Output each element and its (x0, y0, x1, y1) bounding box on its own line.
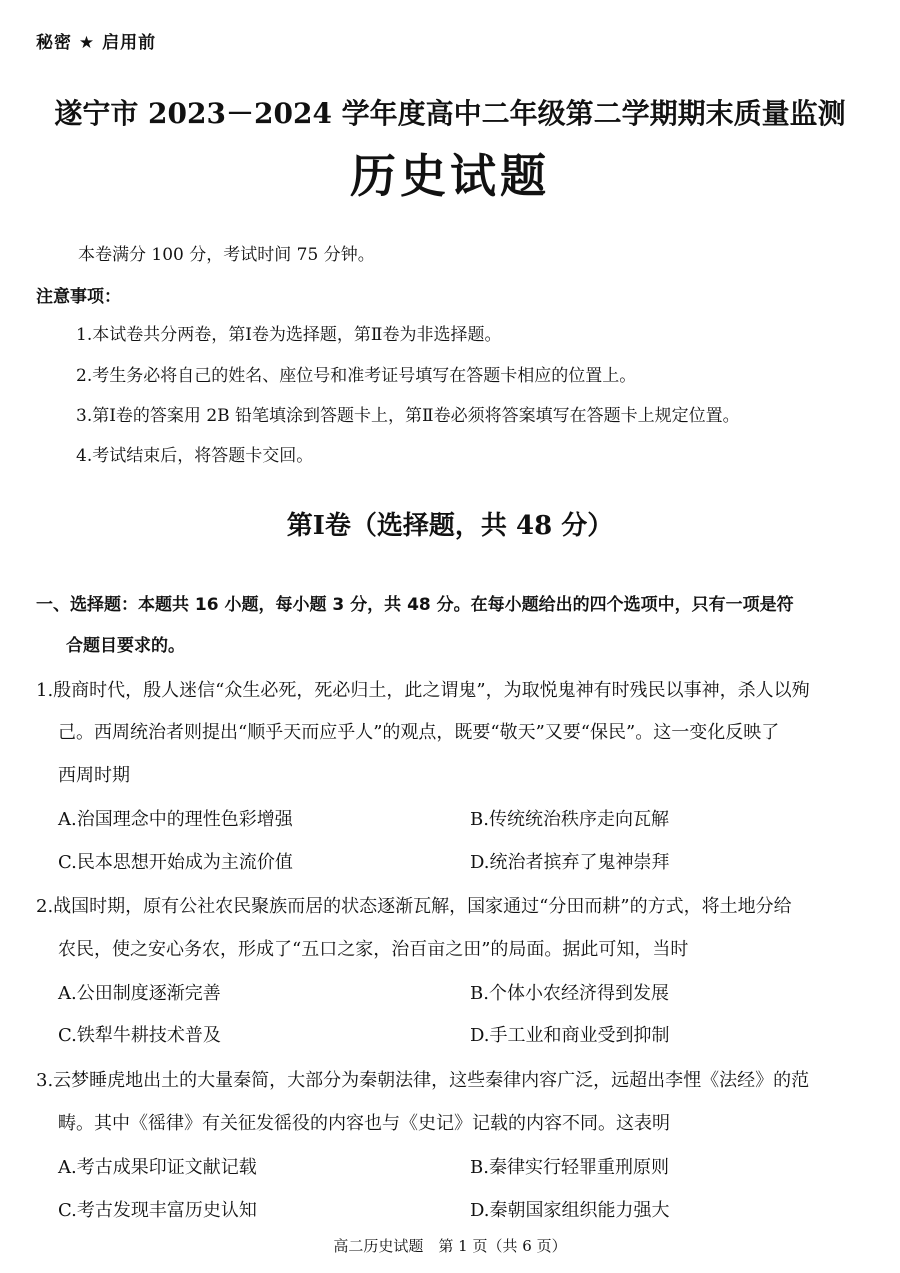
note-item: 1.本试卷共分两卷，第Ⅰ卷为选择题，第Ⅱ卷为非选择题。 (76, 325, 502, 345)
question-1-text: 1.殷商时代，殷人迷信“众生必死，死必归土，此之谓鬼”，为取悦鬼神有时残民以事神，杀人以殉 (36, 680, 810, 701)
question-2-text: 农民，使之安心务农，形成了“五口之家，治百亩之田”的局面。据此可知，当时 (58, 939, 689, 960)
question-2-option-c: C.铁犁牛耕技术普及 (58, 1025, 221, 1046)
page-footer: 高二历史试题 第 1 页（共 6 页） (333, 1237, 567, 1255)
question-1-text: 己。西周统治者则提出“顺乎天而应乎人”的观点，既要“敬天”又要“保民”。这一变化反映了 (58, 722, 780, 743)
exam-intro: 本卷满分 100 分，考试时间 75 分钟。 (78, 245, 375, 265)
question-3-option-a: A.考古成果印证文献记载 (58, 1157, 257, 1178)
question-3-text: 3.云梦睡虎地出土的大量秦简，大部分为秦朝法律，这些秦律内容广泛，远超出李悝《法经》的范 (36, 1070, 810, 1091)
confidential-label: 秘密 ★ 启用前 (36, 33, 157, 53)
subject-title: 历史试题 (350, 149, 550, 203)
section-title: 第Ⅰ卷（选择题，共 48 分） (286, 511, 614, 541)
notes-heading: 注意事项： (36, 287, 121, 307)
question-1-option-b: B.传统统治秩序走向瓦解 (470, 809, 669, 830)
question-2-option-b: B.个体小农经济得到发展 (470, 983, 669, 1004)
note-item: 4.考试结束后，将答题卡交回。 (76, 446, 314, 466)
question-1-option-d: D.统治者摈弃了鬼神崇拜 (470, 852, 670, 873)
exam-title: 遂宁市 2023－2024 学年度高中二年级第二学期期末质量监测 (54, 97, 846, 130)
question-3-option-d: D.秦朝国家组织能力强大 (470, 1200, 670, 1221)
question-2-option-a: A.公田制度逐渐完善 (58, 983, 221, 1004)
question-3-option-c: C.考古发现丰富历史认知 (58, 1200, 257, 1221)
question-3-option-b: B.秦律实行轻罪重刑原则 (470, 1157, 669, 1178)
question-3-text: 畴。其中《徭律》有关征发徭役的内容也与《史记》记载的内容不同。这表明 (58, 1113, 670, 1134)
question-2-text: 2.战国时期，原有公社农民聚族而居的状态逐渐瓦解，国家通过“分田而耕”的方式，将土地分给 (36, 896, 792, 917)
question-1-text: 西周时期 (58, 765, 130, 786)
question-2-option-d: D.手工业和商业受到抑制 (470, 1025, 670, 1046)
note-item: 3.第Ⅰ卷的答案用 2B 铅笔填涂到答题卡上，第Ⅱ卷必须将答案填写在答题卡上规定位置。 (76, 406, 740, 426)
question-1-option-a: A.治国理念中的理性色彩增强 (58, 809, 293, 830)
question-1-option-c: C.民本思想开始成为主流价值 (58, 852, 293, 873)
section-instruction: 合题目要求的。 (66, 636, 185, 656)
section-instruction: 一、选择题：本题共 16 小题，每小题 3 分，共 48 分。在每小题给出的四个选项中，只有一项是符 (36, 595, 794, 615)
note-item: 2.考生务必将自己的姓名、座位号和准考证号填写在答题卡相应的位置上。 (76, 366, 637, 386)
